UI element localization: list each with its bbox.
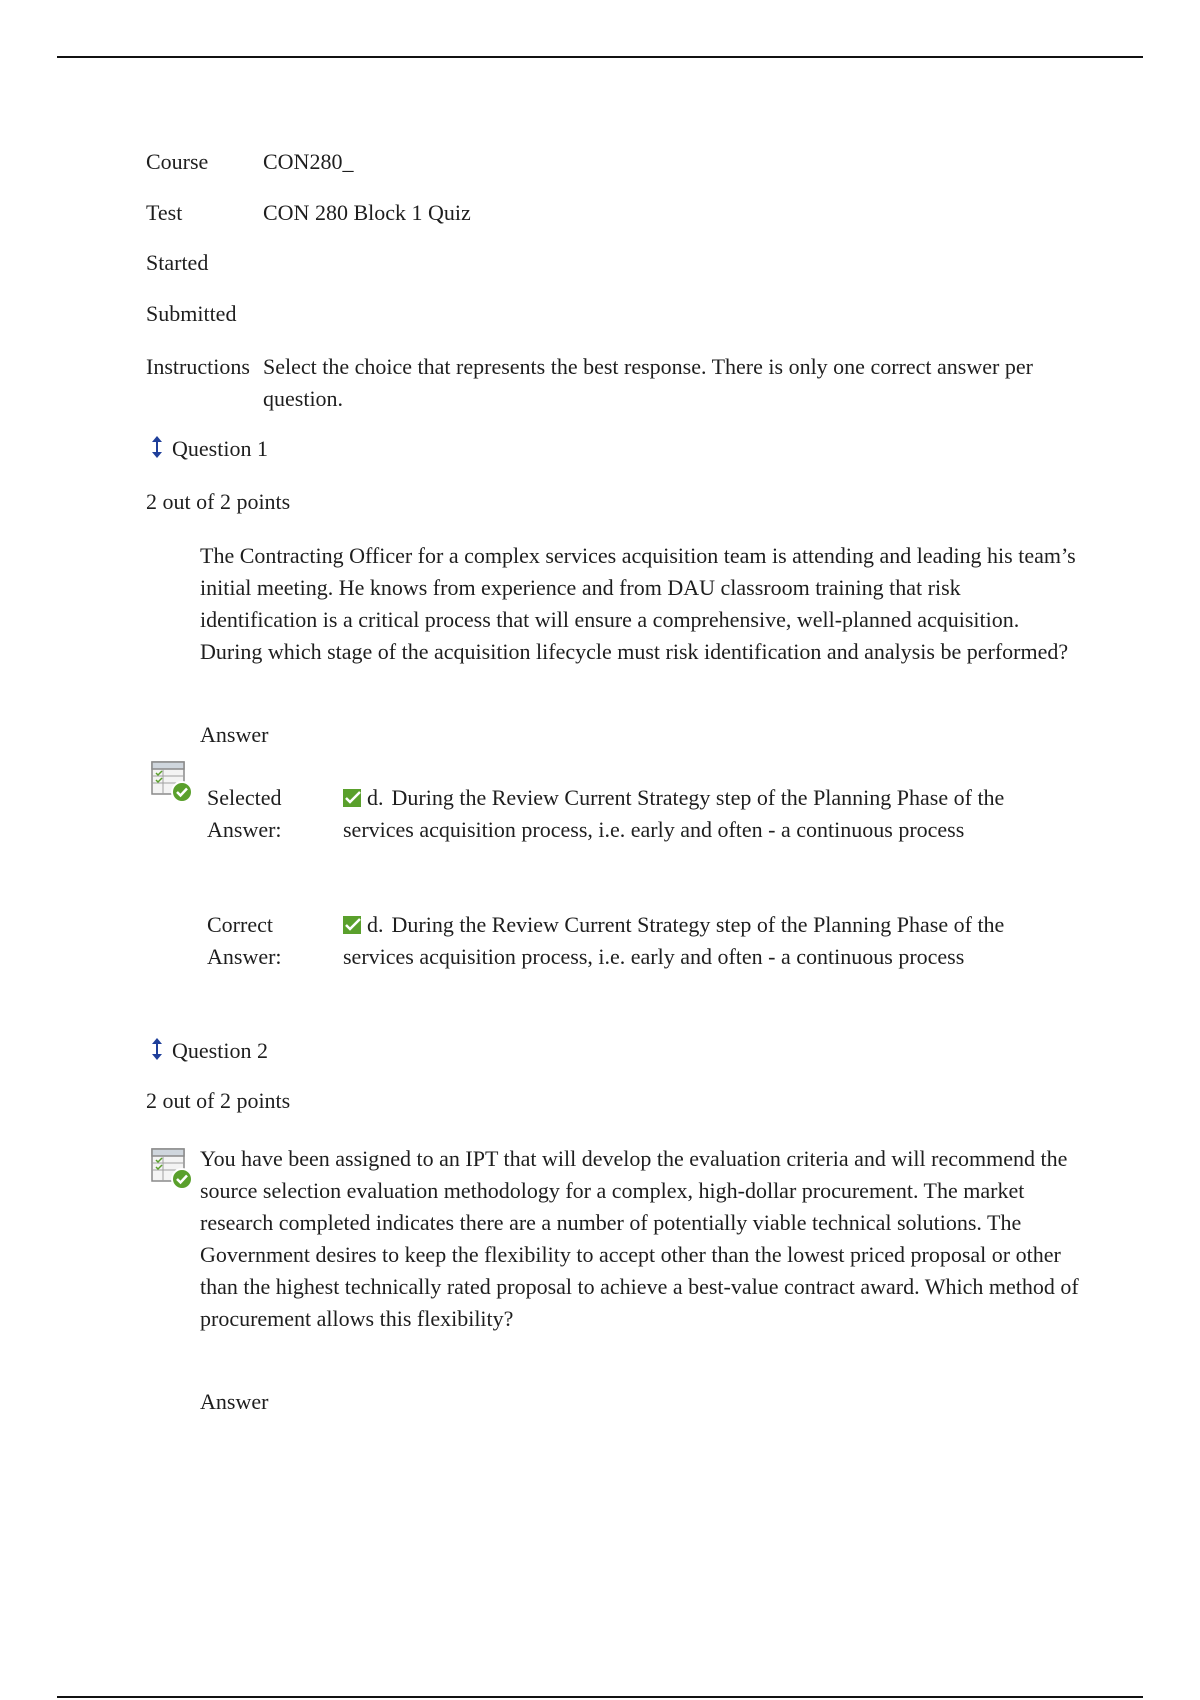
- correct-check-icon: [343, 915, 363, 935]
- bottom-rule: [57, 1696, 1143, 1698]
- selected-answer-text: During the Review Current Strategy step of the Planning Phase of the services acquisition process, i.e. early and often - a continuous process: [343, 785, 1005, 842]
- graded-correct-icon: [150, 1147, 194, 1191]
- correct-answer-value: [343, 909, 1063, 973]
- graded-correct-icon: [150, 760, 194, 804]
- selected-answer-letter: d.: [367, 785, 384, 810]
- instructions-label: Instructions: [146, 354, 250, 379]
- sort-arrows-icon[interactable]: [150, 434, 168, 464]
- correct-answer-text: During the Review Current Strategy step of the Planning Phase of the services acquisition process, i.e. early and often - a continuous process: [343, 912, 1005, 969]
- question-1-heading[interactable]: [150, 433, 268, 465]
- instructions-value: Select the choice that represents the best response. There is only one correct answer per question.: [263, 354, 1033, 411]
- selected-answer-value: [343, 782, 1063, 846]
- test-value: CON 280 Block 1 Quiz: [263, 200, 471, 225]
- question-1-answer-label: Answer: [200, 722, 269, 747]
- test-label: Test: [146, 200, 183, 225]
- question-2-points: 2 out of 2 points: [146, 1088, 291, 1113]
- correct-check-icon: [343, 788, 363, 808]
- question-2-text: You have been assigned to an IPT that will develop the evaluation criteria and will recommend the source selection evaluation methodology for a complex, high-dollar procurement. The market research completed indicates there are a number of potentially viable technical solutions. The Government desires to keep the flexibility to accept other than the lowest priced proposal or other than the highest technically rated proposal to achieve a best-value contract award. Which method of procurement allows this flexibility?: [200, 1146, 1079, 1331]
- course-value: CON280_: [263, 149, 354, 174]
- correct-answer-letter: d.: [367, 912, 384, 937]
- question-1-points: 2 out of 2 points: [146, 489, 291, 514]
- question-2-title: Question 2: [172, 1038, 268, 1063]
- started-label: Started: [146, 250, 209, 275]
- course-label: Course: [146, 149, 209, 174]
- correct-answer-label: Correct Answer:: [207, 912, 282, 969]
- submitted-label: Submitted: [146, 301, 237, 326]
- top-rule: [57, 56, 1143, 58]
- question-1-title: Question 1: [172, 436, 268, 461]
- question-2-answer-label: Answer: [200, 1389, 269, 1414]
- question-2-heading[interactable]: [150, 1035, 268, 1067]
- selected-answer-label: Selected Answer:: [207, 785, 282, 842]
- question-1-text: The Contracting Officer for a complex services acquisition team is attending and leading his team’s initial meeting. He knows from experience and from DAU classroom training that risk identification is a critical process that will ensure a comprehensive, well-planned acquisition. During which stage of the acquisition lifecycle must risk identification and analysis be performed?: [200, 543, 1076, 664]
- sort-arrows-icon[interactable]: [150, 1036, 168, 1066]
